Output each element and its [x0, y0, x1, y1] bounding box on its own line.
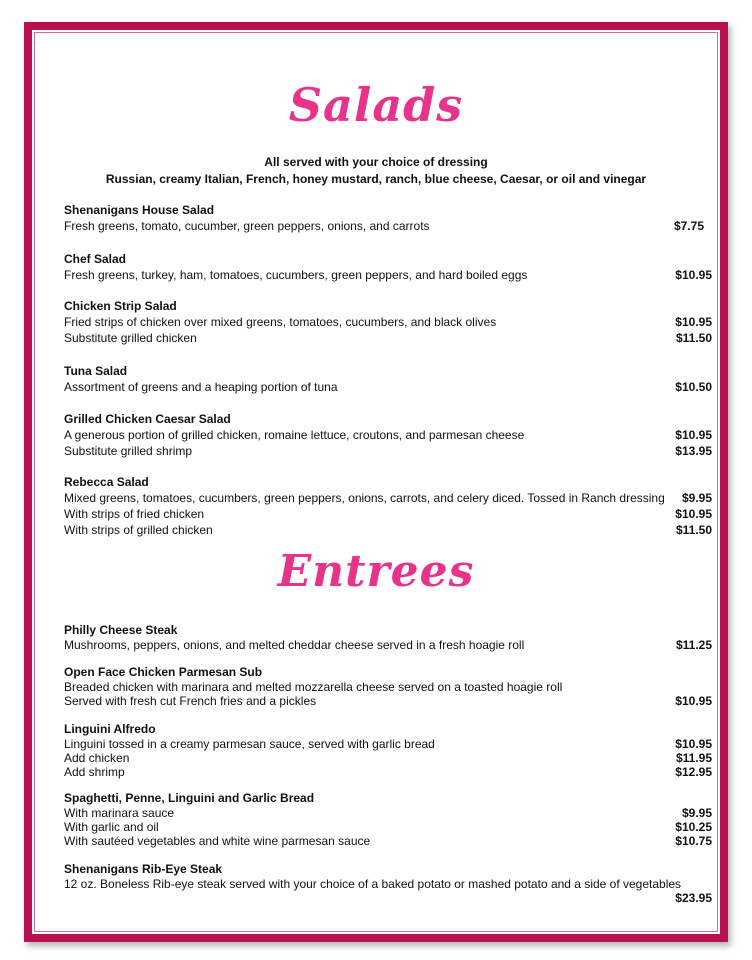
menu-item-price: $10.25: [675, 820, 712, 834]
menu-item: [64, 251, 712, 283]
menu-item: [64, 474, 712, 538]
menu-item-price: $10.95: [675, 268, 712, 282]
menu-item-description: Served with fresh cut French fries and a pickles: [64, 694, 317, 708]
menu-item-price: $10.95: [675, 737, 712, 751]
menu-item-name: Philly Cheese Steak: [64, 623, 178, 637]
menu-item-line: [64, 443, 712, 459]
menu-item-line: [64, 891, 712, 905]
salads-heading: Salads: [288, 78, 464, 132]
menu-item-line: [64, 506, 712, 522]
menu-item-line: [64, 806, 712, 820]
menu-item-name: Tuna Salad: [64, 364, 128, 378]
menu-item-description: 12 oz. Boneless Rib-eye steak served with your choice of a baked potato or mashed potato and a side of vegetables: [64, 877, 682, 891]
menu-item-description: Breaded chicken with marinara and melted mozzarella cheese served on a toasted hoagie roll: [64, 680, 563, 694]
menu-item-line: [64, 680, 712, 694]
menu-item-price: $9.95: [681, 491, 712, 505]
menu-item-price: $10.95: [675, 315, 712, 329]
menu-item-description: Fresh greens, turkey, ham, tomatoes, cucumbers, green peppers, and hard boiled eggs: [64, 268, 528, 282]
menu-item-name: Shenanigans House Salad: [64, 203, 215, 217]
menu-item-line: [64, 765, 712, 779]
menu-item-price: $10.95: [675, 428, 712, 442]
menu-item-line: [64, 820, 712, 834]
menu-item-name: Linguini Alfredo: [64, 722, 156, 736]
menu-item-name: Open Face Chicken Parmesan Sub: [64, 665, 263, 679]
menu-item-price: $7.75: [673, 219, 704, 233]
menu-item: [64, 298, 712, 346]
menu-item-description: Fried strips of chicken over mixed greens, tomatoes, cucumbers, and black olives: [64, 315, 497, 329]
menu-item-name: Shenanigans Rib-Eye Steak: [64, 862, 223, 876]
menu-item-description: Mixed greens, tomatoes, cucumbers, green peppers, onions, carrots, and celery diced. Tossed in Ranch dressing: [64, 491, 665, 505]
menu-item-description: Substitute grilled chicken: [64, 331, 197, 345]
menu-item-price: $11.95: [675, 751, 712, 765]
menu-item: [64, 722, 712, 779]
menu-item-line: [64, 751, 712, 765]
menu-item-description: A generous portion of grilled chicken, romaine lettuce, croutons, and parmesan cheese: [64, 428, 525, 442]
menu-item-line: [64, 490, 712, 506]
menu-item-line: [64, 737, 712, 751]
menu-item-description: Substitute grilled shrimp: [64, 444, 193, 458]
menu-item: [64, 791, 712, 848]
menu-item-name: Rebecca Salad: [64, 475, 149, 489]
menu-item-line: [64, 379, 712, 395]
menu-item-description: Assortment of greens and a heaping portion of tuna: [64, 380, 338, 394]
menu-item-line: [64, 218, 712, 234]
dressing-intro: All served with your choice of dressing: [264, 155, 488, 169]
menu-item-name: Spaghetti, Penne, Linguini and Garlic Bread: [64, 791, 315, 805]
menu-item-description: Linguini tossed in a creamy parmesan sauce, served with garlic bread: [64, 737, 435, 751]
menu-item: [64, 862, 712, 905]
menu-item: [64, 411, 712, 459]
menu-item-description: Mushrooms, peppers, onions, and melted cheddar cheese served in a fresh hoagie roll: [64, 638, 525, 652]
menu-item-price: $11.50: [675, 523, 712, 537]
menu-item-description: Add chicken: [64, 751, 130, 765]
menu-item-name: Chef Salad: [64, 252, 127, 266]
menu-item-line: [64, 877, 712, 891]
menu-item: [64, 623, 712, 652]
menu-item-line: [64, 267, 712, 283]
menu-item-price: $23.95: [675, 891, 712, 905]
menu-item-price: $10.75: [675, 834, 712, 848]
menu-item-line: [64, 694, 712, 708]
menu-item-description: Fresh greens, tomato, cucumber, green peppers, onions, and carrots: [64, 219, 430, 233]
menu-item-line: [64, 330, 712, 346]
entrees-heading: Entrees: [277, 546, 475, 597]
menu-item-price: $11.50: [675, 331, 712, 345]
menu-item-price: $10.95: [675, 694, 712, 708]
menu-item: [64, 665, 712, 708]
menu-item-description: Add shrimp: [64, 765, 125, 779]
menu-item-line: [64, 427, 712, 443]
menu-item-line: [64, 522, 712, 538]
menu-item-name: Chicken Strip Salad: [64, 299, 177, 313]
menu-item-price: $13.95: [675, 444, 712, 458]
menu-item-description: With strips of fried chicken: [64, 507, 205, 521]
menu-item-price: $9.95: [681, 806, 712, 820]
menu-item: [64, 202, 712, 234]
menu-item-description: With garlic and oil: [64, 820, 159, 834]
menu-item-price: $10.95: [675, 507, 712, 521]
menu-item-name: Grilled Chicken Caesar Salad: [64, 412, 231, 426]
menu-item-price: $11.25: [675, 638, 712, 652]
menu-item-description: With sautéed vegetables and white wine parmesan sauce: [64, 834, 371, 848]
menu-item-line: [64, 638, 712, 652]
menu-item-price: $12.95: [675, 765, 712, 779]
menu-item-description: With strips of grilled chicken: [64, 523, 213, 537]
dressing-options: Russian, creamy Italian, French, honey mustard, ranch, blue cheese, Caesar, or oil and vinegar: [105, 172, 647, 186]
menu-item-line: [64, 314, 712, 330]
menu-item-price: $10.50: [675, 380, 712, 394]
menu-item: [64, 363, 712, 395]
menu-item-description: With marinara sauce: [64, 806, 175, 820]
menu-item-line: [64, 834, 712, 848]
